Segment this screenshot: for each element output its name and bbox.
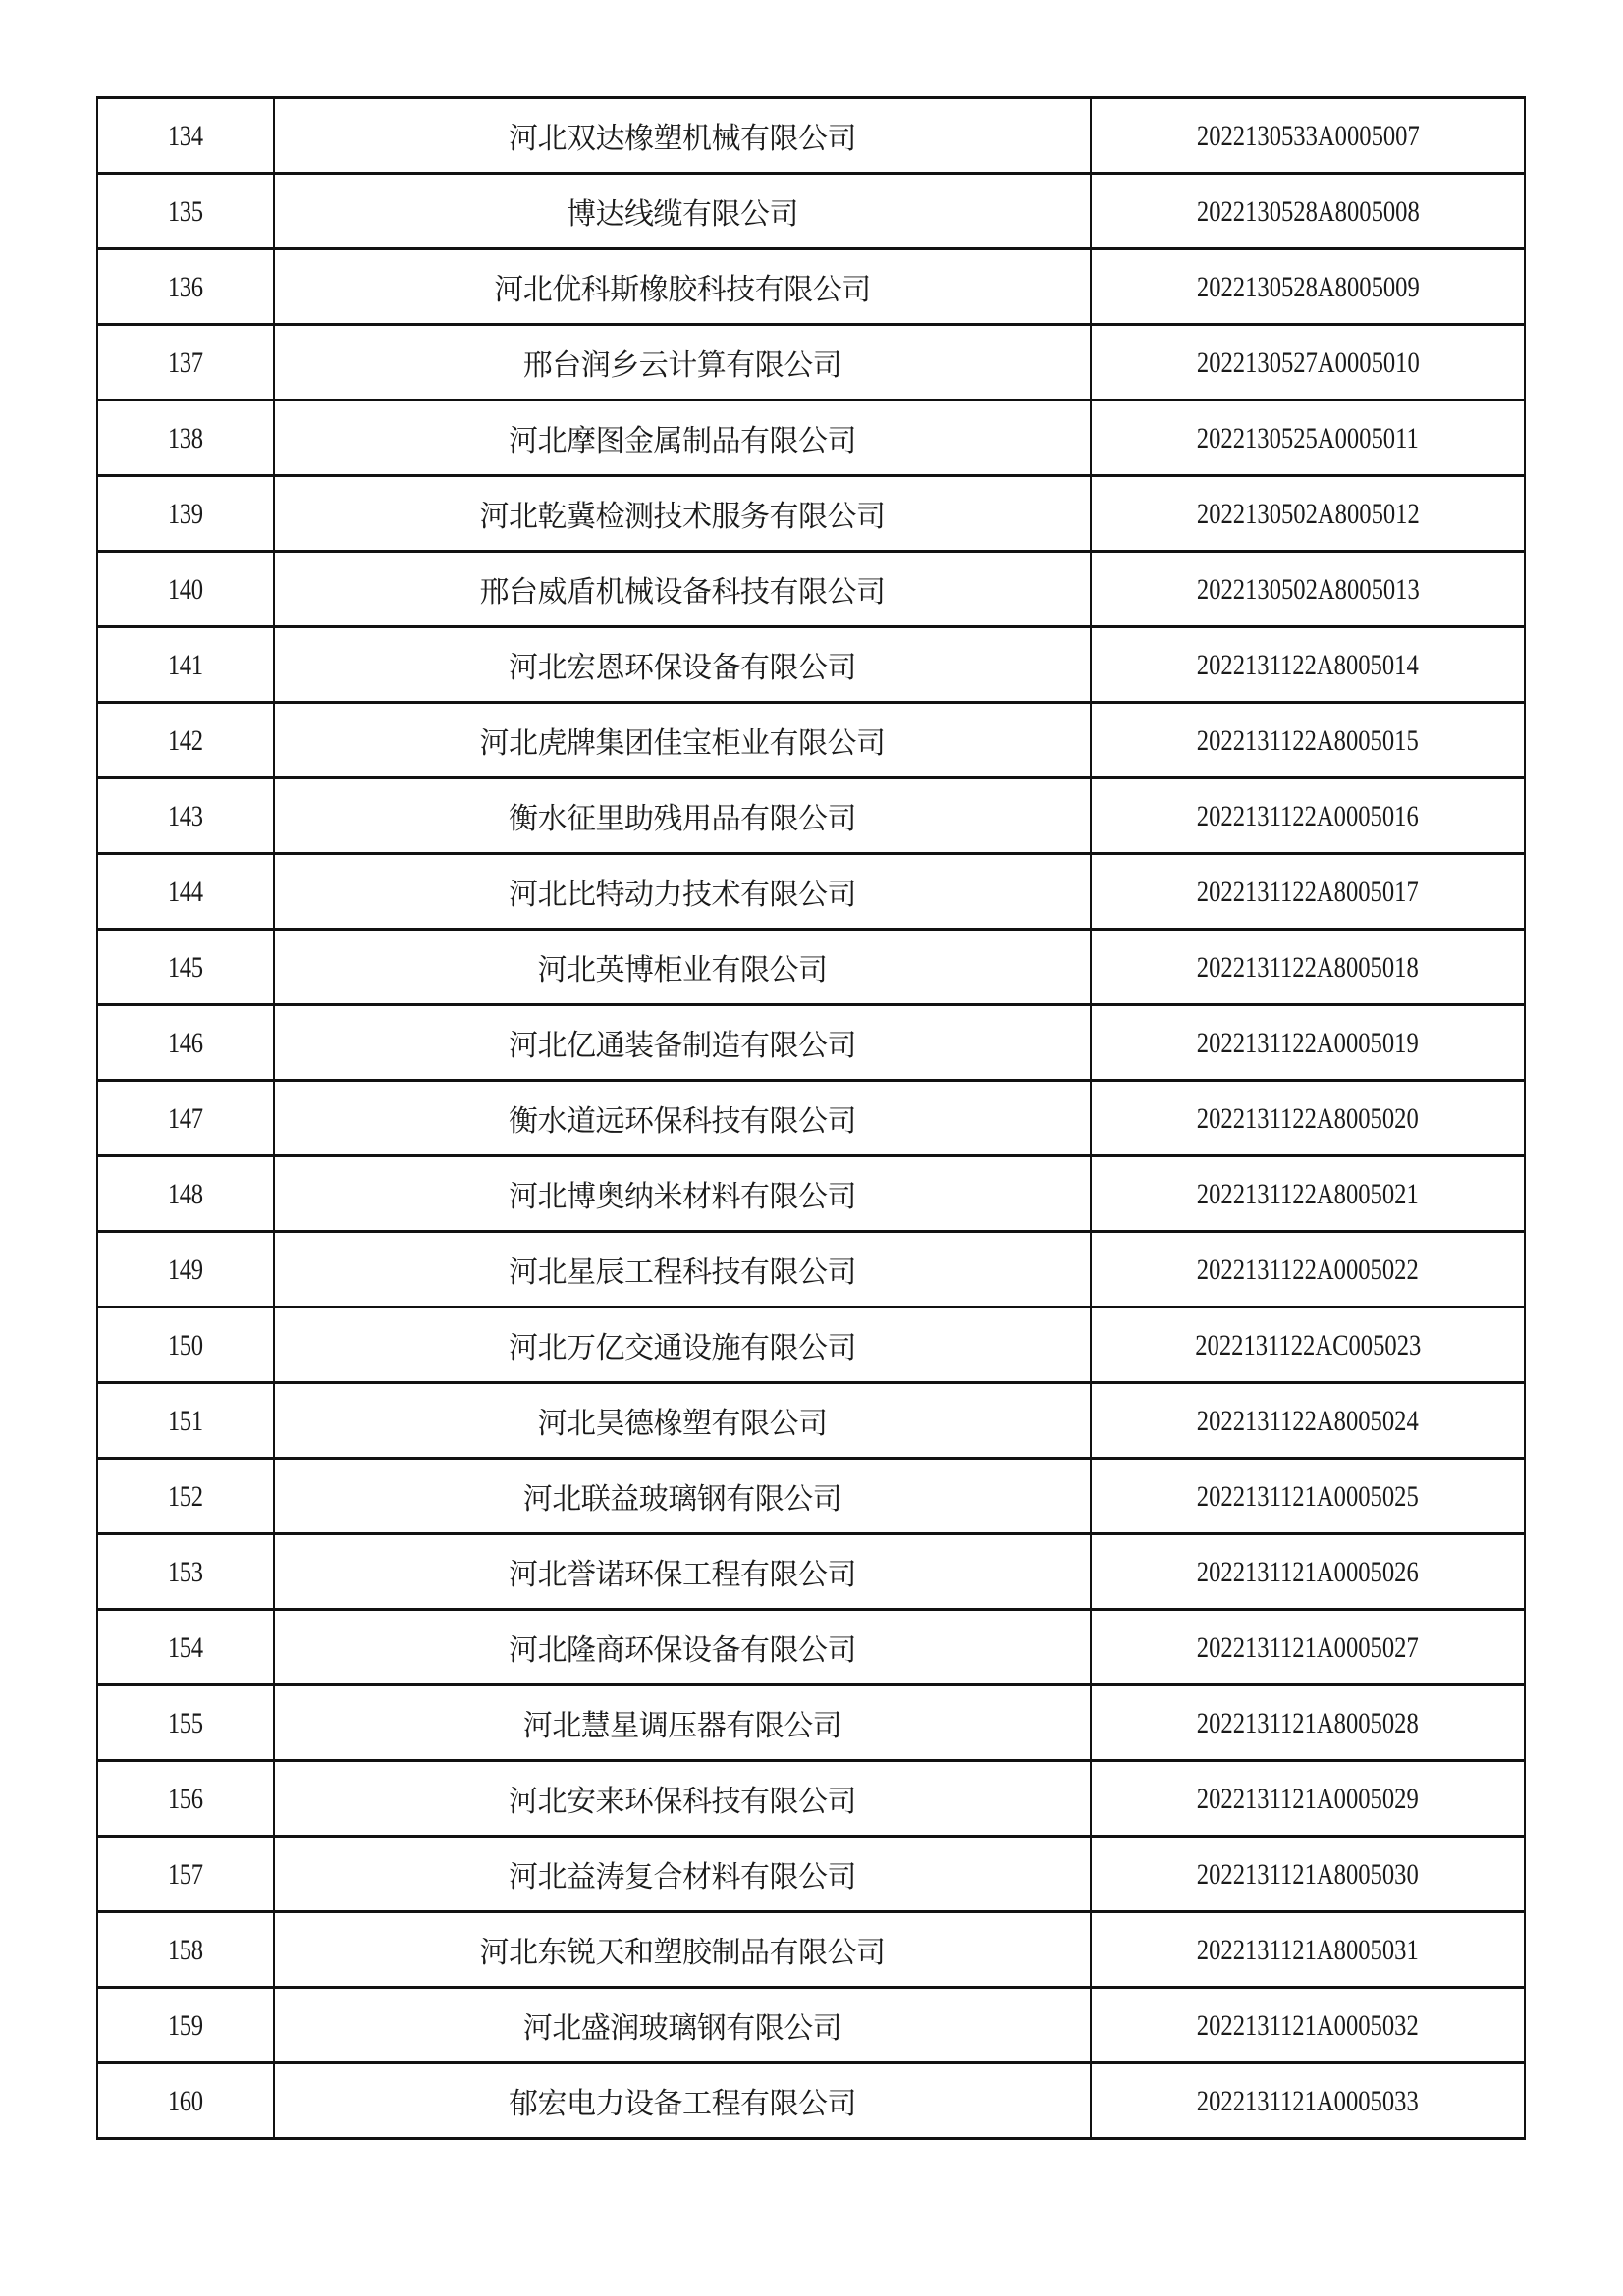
company-name: 邢台威盾机械设备科技有限公司: [479, 575, 886, 610]
company-name-cell: [274, 1685, 1091, 1761]
table-row: [97, 1534, 1525, 1610]
row-number-cell: [97, 703, 274, 778]
company-name-cell: [274, 1837, 1091, 1912]
row-number: 134: [168, 119, 203, 152]
row-number: 160: [168, 2084, 203, 2117]
registration-code: 2022131121A0005032: [1197, 2008, 1419, 2042]
row-number-cell: [97, 1988, 274, 2063]
row-number-cell: [97, 1837, 274, 1912]
company-name: 河北优科斯橡胶科技有限公司: [494, 273, 871, 307]
company-name: 河北星辰工程科技有限公司: [509, 1255, 856, 1290]
company-name: 河北宏恩环保设备有限公司: [509, 651, 856, 685]
company-name-cell: [274, 1534, 1091, 1610]
company-name: 河北英博柜业有限公司: [537, 953, 828, 988]
row-number: 135: [168, 194, 203, 228]
company-name-cell: [274, 400, 1091, 476]
company-name: 河北虎牌集团佳宝柜业有限公司: [479, 726, 886, 761]
table-row: [97, 1308, 1525, 1383]
row-number-cell: [97, 1610, 274, 1685]
table-row: [97, 476, 1525, 552]
table-row: [97, 98, 1525, 174]
company-name-cell: [274, 249, 1091, 325]
registration-code-cell: [1091, 1912, 1525, 1988]
table-row: [97, 1988, 1525, 2063]
row-number-cell: [97, 1459, 274, 1534]
company-name: 博达线缆有限公司: [567, 197, 798, 232]
company-name-cell: [274, 1383, 1091, 1459]
registration-code-cell: [1091, 1837, 1525, 1912]
registration-code: 2022131121A0005026: [1197, 1555, 1419, 1588]
table-row: [97, 1610, 1525, 1685]
row-number: 138: [168, 421, 203, 454]
row-number: 155: [168, 1706, 203, 1739]
company-name: 河北摩图金属制品有限公司: [509, 424, 856, 458]
registration-code-cell: [1091, 249, 1525, 325]
company-name-cell: [274, 98, 1091, 174]
table-body: [97, 98, 1525, 2139]
registration-code: 2022131122A8005017: [1197, 875, 1419, 908]
company-name: 河北万亿交通设施有限公司: [509, 1331, 856, 1365]
table-row: [97, 1685, 1525, 1761]
registration-code-cell: [1091, 1459, 1525, 1534]
row-number-cell: [97, 1761, 274, 1837]
company-name: 河北亿通装备制造有限公司: [509, 1029, 856, 1063]
table-row: [97, 854, 1525, 930]
table-row: [97, 1459, 1525, 1534]
company-name: 河北双达橡塑机械有限公司: [509, 122, 856, 156]
row-number-cell: [97, 1081, 274, 1156]
registration-code-cell: [1091, 1988, 1525, 2063]
company-name-cell: [274, 1610, 1091, 1685]
registration-code-cell: [1091, 325, 1525, 400]
company-name: 河北盛润玻璃钢有限公司: [522, 2011, 842, 2046]
company-name: 河北慧星调压器有限公司: [522, 1709, 842, 1743]
registration-code-cell: [1091, 174, 1525, 249]
row-number: 139: [168, 497, 203, 530]
company-name-cell: [274, 1761, 1091, 1837]
row-number: 152: [168, 1479, 203, 1513]
registration-code: 2022131122A8005014: [1197, 648, 1419, 681]
registration-code: 2022131121A0005033: [1197, 2084, 1419, 2117]
table-row: [97, 1837, 1525, 1912]
row-number-cell: [97, 930, 274, 1005]
row-number-cell: [97, 174, 274, 249]
row-number-cell: [97, 552, 274, 627]
table-row: [97, 400, 1525, 476]
company-name-cell: [274, 1232, 1091, 1308]
row-number-cell: [97, 1912, 274, 1988]
registration-code-cell: [1091, 1383, 1525, 1459]
registration-code-cell: [1091, 1308, 1525, 1383]
table-row: [97, 778, 1525, 854]
table-row: [97, 552, 1525, 627]
row-number-cell: [97, 1005, 274, 1081]
table-row: [97, 627, 1525, 703]
company-name: 河北益涛复合材料有限公司: [509, 1860, 856, 1895]
registration-code: 2022130533A0005007: [1196, 119, 1420, 152]
registration-code-cell: [1091, 400, 1525, 476]
registration-code-cell: [1091, 476, 1525, 552]
row-number-cell: [97, 778, 274, 854]
table-row: [97, 325, 1525, 400]
company-name-cell: [274, 1459, 1091, 1534]
company-name: 河北博奥纳米材料有限公司: [509, 1180, 856, 1214]
table-row: [97, 1005, 1525, 1081]
company-name-cell: [274, 930, 1091, 1005]
company-name-cell: [274, 2063, 1091, 2139]
registration-code-cell: [1091, 854, 1525, 930]
table-row: [97, 249, 1525, 325]
registration-code: 2022131121A0005027: [1197, 1630, 1419, 1664]
row-number: 153: [168, 1555, 203, 1588]
company-name: 河北东锐天和塑胶制品有限公司: [479, 1936, 886, 1970]
company-name-cell: [274, 476, 1091, 552]
row-number: 147: [168, 1101, 203, 1135]
row-number: 157: [168, 1857, 203, 1891]
table-row: [97, 2063, 1525, 2139]
row-number: 142: [168, 723, 203, 757]
row-number-cell: [97, 249, 274, 325]
registration-code: 2022131122A8005024: [1197, 1404, 1419, 1437]
row-number: 146: [168, 1026, 203, 1059]
registration-code-cell: [1091, 1232, 1525, 1308]
row-number-cell: [97, 476, 274, 552]
registration-code-cell: [1091, 1685, 1525, 1761]
company-name-cell: [274, 1912, 1091, 1988]
registration-code-cell: [1091, 778, 1525, 854]
company-name: 河北安来环保科技有限公司: [509, 1785, 856, 1819]
company-name-cell: [274, 627, 1091, 703]
registration-code-cell: [1091, 2063, 1525, 2139]
registration-code-cell: [1091, 98, 1525, 174]
registration-code: 2022131122A8005018: [1197, 950, 1419, 984]
registration-code: 2022131122A8005015: [1197, 723, 1419, 757]
table-row: [97, 1232, 1525, 1308]
company-name-cell: [274, 778, 1091, 854]
company-name-cell: [274, 1308, 1091, 1383]
company-name-cell: [274, 854, 1091, 930]
registration-code: 2022131122AC005023: [1194, 1328, 1422, 1362]
row-number: 159: [168, 2008, 203, 2042]
row-number: 151: [168, 1404, 203, 1437]
row-number: 156: [168, 1782, 203, 1815]
company-name: 郁宏电力设备工程有限公司: [509, 2087, 856, 2121]
table-row: [97, 174, 1525, 249]
row-number: 158: [168, 1933, 203, 1966]
row-number: 150: [168, 1328, 203, 1362]
row-number: 143: [168, 799, 203, 832]
registration-code-cell: [1091, 552, 1525, 627]
row-number-cell: [97, 1308, 274, 1383]
row-number: 140: [168, 572, 203, 606]
registration-code: 2022131122A8005020: [1197, 1101, 1419, 1135]
company-name: 河北誉诺环保工程有限公司: [509, 1558, 856, 1592]
company-name: 河北隆商环保设备有限公司: [509, 1633, 856, 1668]
registration-code-cell: [1091, 1005, 1525, 1081]
table-row: [97, 1761, 1525, 1837]
row-number: 144: [168, 875, 203, 908]
registration-code: 2022131122A0005022: [1197, 1253, 1419, 1286]
row-number-cell: [97, 400, 274, 476]
row-number-cell: [97, 1156, 274, 1232]
registration-code: 2022130528A8005009: [1196, 270, 1420, 303]
company-name-cell: [274, 552, 1091, 627]
company-name-cell: [274, 325, 1091, 400]
table-row: [97, 1383, 1525, 1459]
registration-code-cell: [1091, 1534, 1525, 1610]
row-number-cell: [97, 1685, 274, 1761]
company-name-cell: [274, 1081, 1091, 1156]
company-name-cell: [274, 174, 1091, 249]
row-number-cell: [97, 854, 274, 930]
company-name-cell: [274, 703, 1091, 778]
company-name-cell: [274, 1005, 1091, 1081]
registration-code-cell: [1091, 1081, 1525, 1156]
row-number: 141: [168, 648, 203, 681]
registration-code: 2022131122A8005021: [1197, 1177, 1419, 1210]
row-number: 149: [168, 1253, 203, 1286]
company-name: 衡水道远环保科技有限公司: [509, 1104, 856, 1139]
row-number-cell: [97, 2063, 274, 2139]
registration-code: 2022131121A8005031: [1197, 1933, 1419, 1966]
registration-code: 2022130528A8005008: [1196, 194, 1420, 228]
company-name-cell: [274, 1988, 1091, 2063]
row-number: 137: [168, 346, 203, 379]
row-number: 154: [168, 1630, 203, 1664]
row-number-cell: [97, 1534, 274, 1610]
row-number-cell: [97, 1232, 274, 1308]
company-name: 河北乾冀检测技术服务有限公司: [479, 500, 886, 534]
row-number-cell: [97, 1383, 274, 1459]
row-number: 136: [168, 270, 203, 303]
company-name: 河北昊德橡塑有限公司: [537, 1407, 828, 1441]
registration-code: 2022130502A8005013: [1196, 572, 1420, 606]
table-row: [97, 1912, 1525, 1988]
registration-code: 2022131122A0005016: [1197, 799, 1419, 832]
registration-code-cell: [1091, 1761, 1525, 1837]
registration-code-cell: [1091, 627, 1525, 703]
row-number-cell: [97, 98, 274, 174]
registration-code: 2022130502A8005012: [1196, 497, 1420, 530]
row-number: 148: [168, 1177, 203, 1210]
registration-code-cell: [1091, 930, 1525, 1005]
company-name: 河北比特动力技术有限公司: [509, 878, 856, 912]
registration-code-cell: [1091, 703, 1525, 778]
table-row: [97, 703, 1525, 778]
company-name: 河北联益玻璃钢有限公司: [522, 1482, 842, 1517]
table-row: [97, 1156, 1525, 1232]
row-number-cell: [97, 627, 274, 703]
registration-code: 2022131121A0005029: [1197, 1782, 1419, 1815]
row-number: 145: [168, 950, 203, 984]
registration-code: 2022130525A0005011: [1197, 421, 1419, 454]
company-name: 邢台润乡云计算有限公司: [522, 348, 842, 383]
table-row: [97, 1081, 1525, 1156]
registration-code: 2022131121A8005030: [1197, 1857, 1419, 1891]
registration-code: 2022131121A8005028: [1197, 1706, 1419, 1739]
registration-code-cell: [1091, 1156, 1525, 1232]
table-row: [97, 930, 1525, 1005]
company-registry-table: [96, 96, 1526, 2140]
row-number-cell: [97, 325, 274, 400]
registration-code: 2022130527A0005010: [1196, 346, 1420, 379]
registration-code: 2022131122A0005019: [1197, 1026, 1419, 1059]
registration-code: 2022131121A0005025: [1197, 1479, 1419, 1513]
registration-code-cell: [1091, 1610, 1525, 1685]
company-name: 衡水征里助残用品有限公司: [509, 802, 856, 836]
company-name-cell: [274, 1156, 1091, 1232]
